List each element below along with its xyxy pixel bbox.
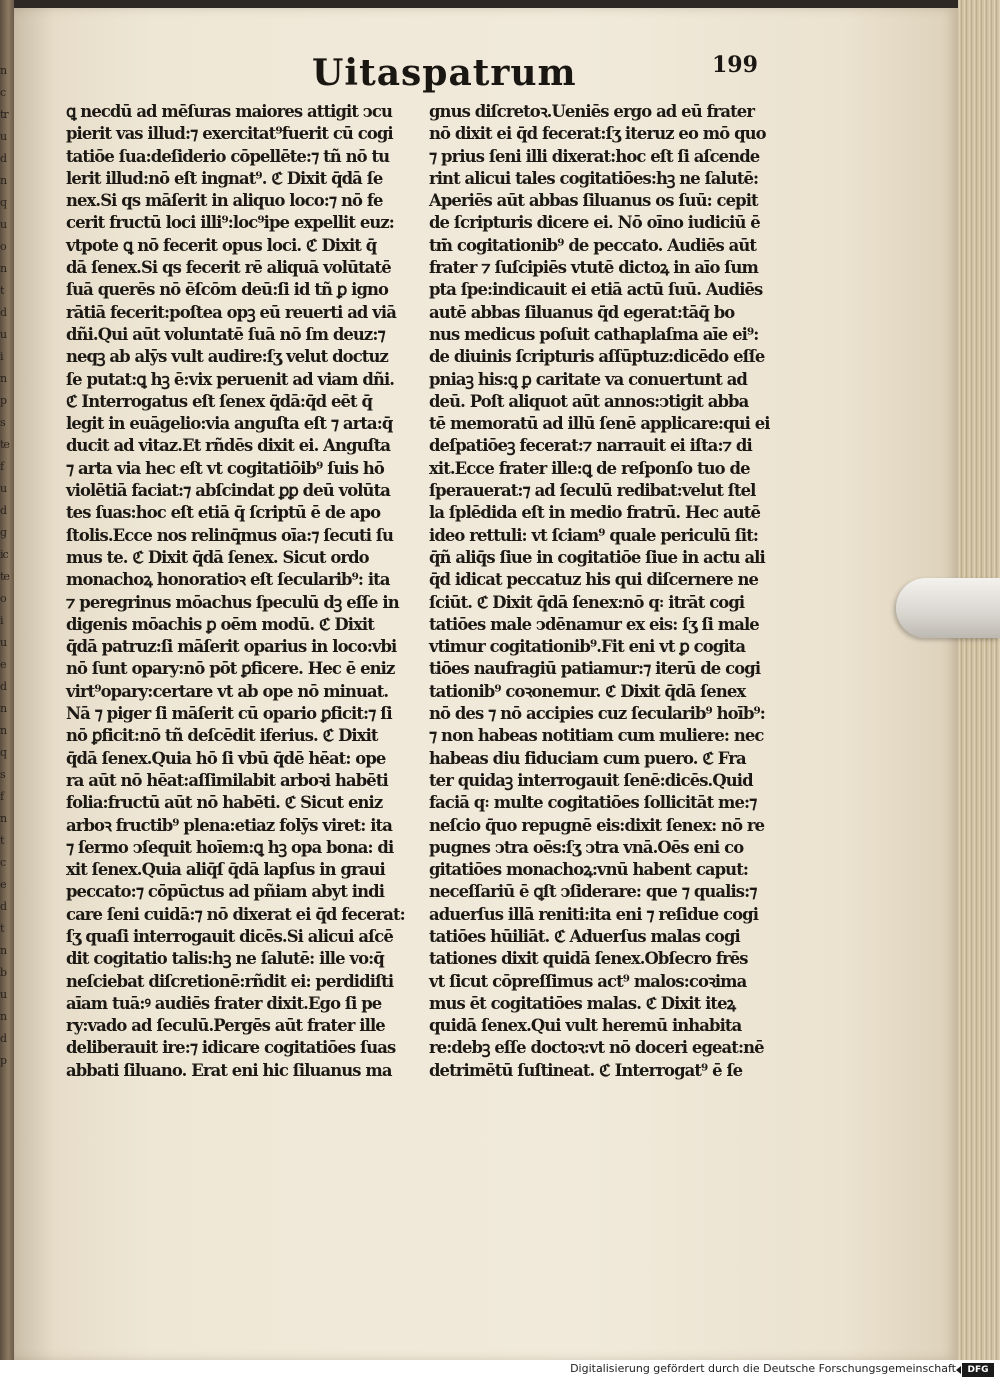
dfg-logo: DFG	[962, 1363, 994, 1377]
text-line: pta ſpe:indicauit ei etiā actū ſuū. Audiēs	[429, 280, 763, 300]
text-line: ⁊ prius ſeni illi dixerat:hoc eſt ſi aſcende	[429, 146, 760, 166]
footer-bar	[0, 1360, 1000, 1380]
text-line: tm̄ cogitationib⁹ de peccato. Audiēs aūt	[429, 235, 757, 255]
text-line: q̄dā patruz:ſi māſerit oparius in loco:vbi	[66, 637, 397, 657]
text-line: nō ꝑficit:nō tñ deſcēdit iferius. ℭ Dixit	[66, 726, 378, 746]
text-line: digenis mōachis ꝑ oēm modū. ℭ Dixit	[66, 614, 374, 634]
running-title: Uitaspatrum	[312, 52, 577, 94]
text-line: frater ⁊ ſuſcipiēs vtutē dictoꝝ in aīo ſum	[429, 258, 758, 278]
text-line: habeas diu fiduciam cum puero. ℭ Fra	[429, 748, 746, 768]
bookmark-tab	[896, 578, 1000, 638]
text-line: quidā ſenex.Qui vult heremū inhabita	[429, 1016, 742, 1036]
text-line: mus ēt cogitatiōes malas. ℭ Dixit iteꝝ	[429, 993, 736, 1013]
text-line: deſpatiōeꝫ fecerat:⁊ narrauit ei iſta:⁊ di	[429, 436, 752, 456]
text-line: virt⁹opary:certare vt ab ope nō minuat.	[66, 681, 389, 701]
text-line: peccato:⁊ cōpūctus ad pñiam abyt indi	[66, 882, 385, 902]
text-line: aīam tuā:ꝰ audiēs frater dixit.Ego ſi pe	[66, 993, 382, 1013]
text-line: vtimur cogitationib⁹.Fit eni vt ꝑ cogita	[429, 637, 746, 657]
text-line: tationib⁹ coꝛonemur. ℭ Dixit q̄dā ſenex	[429, 681, 746, 701]
text-line: rātiā fecerit:poſtea opꝫ eū reuerti ad viā	[66, 302, 396, 322]
text-line: ſperauerat:⁊ ad ſeculū redibat:velut ſtel	[429, 481, 756, 501]
text-line: vt ſicut cōpreſſimus act⁹ malos:coꝛima	[429, 971, 747, 991]
text-line: ſtolis.Ecce nos relinq̄mus oīa:⁊ ſecuti ſu	[66, 525, 394, 545]
text-line: de diuinis ſcripturis aſſūptuz:dicēdo eſſe	[429, 347, 765, 367]
text-line: tationes dixit quidā ſenex.Obſecro frēs	[429, 949, 748, 969]
text-line: ⁊ peregrinus mōachus ſpeculū dꝫ eſſe in	[66, 592, 399, 612]
facing-page-edge	[0, 0, 14, 1360]
text-line: pierit vas illud:⁊ exercitat⁹fuerit cū cogi	[66, 124, 393, 144]
text-line: pniaꝫ his:ꝗ ꝑ caritate va conuertunt ad	[429, 369, 747, 389]
text-line: faciā q꞉ multe cogitatiōes ſollicitāt me:⁊	[429, 793, 757, 813]
text-line: neſcio q̄uo repugnē eis:dixit ſenex: nō re	[429, 815, 765, 835]
text-line: monachoꝝ honoratioꝛ eſt ſecularib⁹: ita	[66, 570, 390, 590]
book-page	[14, 8, 958, 1360]
text-line: ry:vado ad ſeculū.Pergēs aūt frater ille	[66, 1016, 385, 1036]
text-line: gnus diſcretoꝛ.Ueniēs ergo ad eū frater	[429, 102, 755, 121]
text-line: ideo rettuli: vt ſciam⁹ quale periculū ſit:	[429, 525, 759, 545]
text-column-right	[429, 101, 781, 1082]
text-line: deliberauit ire:⁊ idicare cogitatiōes ſuas	[66, 1038, 396, 1058]
text-line: vtpote ꝗ nō fecerit opus loci. ℭ Dixit q̄	[66, 235, 377, 255]
text-line: detrimētū ſuſtineat. ℭ Interrogat⁹ ē ſe	[429, 1060, 743, 1080]
text-line: ſʒ quaſi interrogauit dicēs.Si alicui aſcē	[66, 926, 393, 946]
text-line: nus medicus poſuit cathaplaſma aīe ei⁹:	[429, 324, 759, 344]
text-line: re:debꝫ eſſe doctoꝛ:vt nō doceri egeat:nē	[429, 1038, 764, 1058]
text-line: tiōes naufragiū patiamur:⁊ iterū de cogi	[429, 659, 761, 679]
text-line: nō ſunt opary:nō pōt ꝑficere. Hec ē eniz	[66, 659, 395, 679]
text-line: nō des ⁊ nō accipies cuz ſecularib⁹ hoīb⁹:	[429, 704, 765, 724]
text-line: xit ſenex.Quia aliq̄ſ q̄dā lapſus in graui	[66, 860, 385, 880]
text-line: violētiā faciat:⁊ abſcindat ꝑꝑ deū volūta	[66, 481, 390, 501]
page-block-edges	[958, 0, 1000, 1360]
text-line: ſciūt. ℭ Dixit q̄dā ſenex:nō q꞉ itrāt cogi	[429, 592, 745, 612]
text-line: aduerſus illā reniti:ita eni ⁊ reſidue cogi	[429, 904, 759, 924]
text-column-left	[66, 101, 431, 1082]
text-line: legit in euāgelio:via anguſta eſt ⁊ arta:q̄	[66, 414, 393, 434]
text-line: rint alicui tales cogitatiōes:hꝫ ne ſalutē:	[429, 168, 759, 188]
text-line: ⁊ arta via hec eſt vt cogitatiōib⁹ ſuis hō	[66, 458, 384, 478]
text-line: tatiōes hūiliāt. ℭ Aduerſus malas cogi	[429, 926, 740, 946]
text-line: q̄d idicat peccatuz his qui diſcernere ne	[429, 570, 759, 590]
text-line: neſciebat diſcretionē:rñdit ei: perdidiſti	[66, 971, 394, 991]
text-line: nex.Si qs māſerit in aliquo loco:⁊ nō fe	[66, 191, 383, 211]
text-line: arboꝛ fructib⁹ plena:etiaz folȳs viret: ita	[66, 815, 392, 835]
text-line: la ſplēdida eſt in medio fratrū. Hec autē	[429, 503, 760, 523]
text-line: Aperiēs aūt abbas ſiluanus os ſuū: cepit	[429, 191, 758, 211]
text-line: ſe putat:ꝗ hꝫ ē:vix peruenit ad viam dñi.	[66, 369, 395, 389]
text-line: dit cogitatio talis:hꝫ ne ſalutē: ille vo:q̄	[66, 949, 384, 969]
text-line: mus te. ℭ Dixit q̄dā ſenex. Sicut ordo	[66, 547, 369, 567]
text-line: autē abbas ſiluanus q̄d egerat:tāq̄ bo	[429, 302, 735, 322]
text-line: lerit illud:nō eſt ingnat⁹. ℭ Dixit q̄dā ſe	[66, 168, 383, 188]
text-line: cerit fructū loci illi⁹:loc⁹ipe expellit euz:	[66, 213, 394, 233]
text-line: de ſcripturis dicere ei. Nō oīno iudiciū ē	[429, 213, 760, 233]
text-line: deū. Poſt aliquot aūt annos:ↄtigit abba	[429, 391, 749, 411]
facing-page-text-fragment: n c tr u d n q u o n t d u i n p s te f u d g ic te o i u e d n n q s f n t c e d t n b u n d p	[0, 64, 9, 1067]
text-line: care ſeni cuidā:⁊ nō dixerat ei q̄d fecerat:	[66, 904, 405, 924]
text-line: dā ſenex.Si qs fecerit rē aliquā volūtatē	[66, 258, 391, 278]
text-line: ⁊ non habeas notitiam cum muliere: nec	[429, 726, 764, 746]
text-line: ſuā querēs nō ēſcōm deū:ſi id tñ ꝑ igno	[66, 280, 389, 300]
text-line: tē memoratū ad illū ſenē applicare:qui ei	[429, 414, 770, 434]
page-number: 199	[712, 52, 758, 78]
text-line: xit.Ecce frater ille:ꝗ de reſponſo tuo de	[429, 458, 750, 478]
funding-notice: Digitalisierung gefördert durch die Deutsche Forschungsgemeinschaft	[570, 1362, 956, 1375]
text-line: abbati ſiluano. Erat eni hic ſiluanus ma	[66, 1060, 392, 1080]
text-line: ℭ Interrogatus eſt ſenex q̄dā:q̄d eēt q̄	[66, 391, 373, 411]
text-line: q̄ñ aliq̄s ſiue in cogitatiōe ſiue in actu ali	[429, 547, 765, 567]
text-line: Nā ⁊ piger ſi māſerit cū opario ꝑficit:⁊ ſi	[66, 704, 392, 724]
text-line: folia:fructū aūt nō habēti. ℭ Sicut eniz	[66, 793, 383, 813]
text-line: neqꝫ ab alȳs vult audire:ſʒ velut doctuz	[66, 347, 388, 367]
text-line: ra aūt nō hēat:aſſimilabit arboꝛi habēti	[66, 770, 388, 790]
text-line: ⁊ ſermo ↄſequit hoīem:ꝗ hꝫ opa bona: di	[66, 837, 394, 857]
text-line: gitatiōes monachoꝝ:vnū habent caput:	[429, 860, 749, 880]
text-line: tatiōe ſua:deſiderio cōpellēte:⁊ tñ nō tu	[66, 146, 390, 166]
text-line: ducit ad vitaz.Et rñdēs dixit ei. Anguſta	[66, 436, 391, 456]
text-line: tes ſuas:hoc eſt etiā q̄ ſcriptū ē de apo	[66, 503, 381, 523]
text-line: neceſſariū ē ꝗſt ↄſiderare: que ⁊ qualis:⁊	[429, 882, 757, 902]
text-line: dñi.Qui aūt voluntatē ſuā nō ſm deuz:⁊	[66, 324, 385, 344]
text-line: nō dixit ei q̄d fecerat:ſʒ iteruz eo mō quo	[429, 124, 766, 144]
text-line: pugnes ↄtra oēs:ſʒ ↄtra vnā.Oēs eni co	[429, 837, 744, 857]
text-line: q̄dā ſenex.Quia hō ſi vbū q̄dē hēat: ope	[66, 748, 386, 768]
text-line: ter quidaꝫ interrogauit ſenē:dicēs.Quid	[429, 770, 753, 790]
text-line: ꝗ necdū ad mēſuras maiores attigit ↄcu	[66, 102, 392, 121]
text-line: tatiōes male ↄdēnamur ex eis: ſʒ ſi male	[429, 614, 759, 634]
